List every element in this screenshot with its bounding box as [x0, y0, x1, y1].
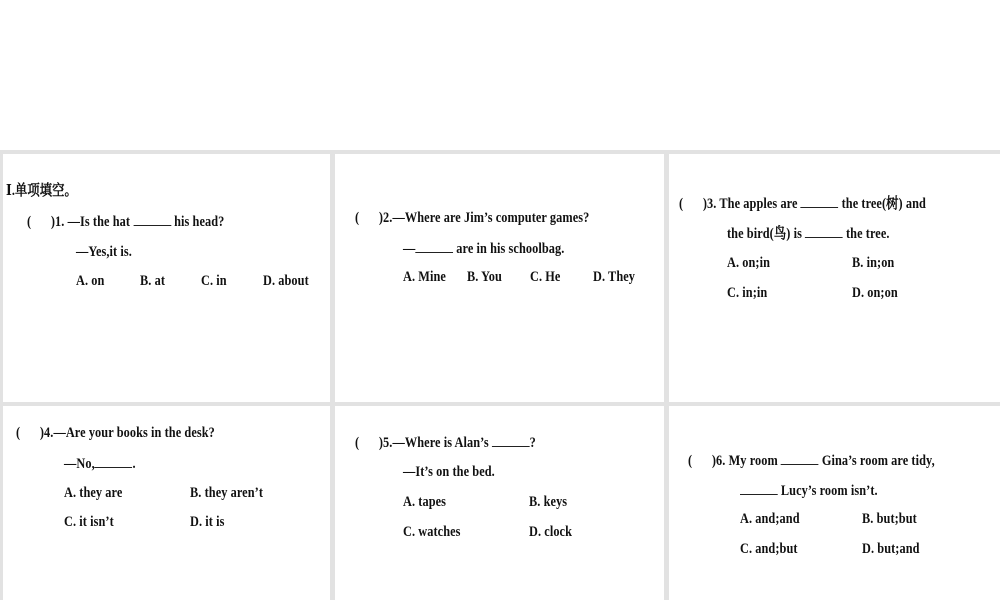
option-a: A. and;and: [740, 511, 800, 527]
option-a: A. on;in: [727, 255, 771, 271]
question-5-stem: ( )5.—Where is Alan’s ?: [355, 435, 536, 451]
question-3-stem: ( )3. The apples are the tree(树) and: [679, 196, 926, 212]
answer-blank: [133, 212, 171, 226]
answer-blank: [95, 454, 133, 468]
option-b: B. but;but: [862, 511, 917, 527]
answer-blank: [805, 224, 843, 238]
option-d: D. about: [263, 273, 309, 289]
option-c: C. it isn’t: [64, 514, 114, 530]
question-number: 6: [716, 453, 723, 469]
question-panel-6: [669, 406, 1000, 600]
option-c: C. and;but: [740, 541, 798, 557]
question-4-stem: ( )4.—Are your books in the desk?: [16, 425, 215, 441]
question-2-stem: ( )2.—Where are Jim’s computer games?: [355, 210, 590, 226]
question-5-response: —It’s on the bed.: [403, 464, 495, 480]
option-c: C. watches: [403, 524, 461, 540]
question-3-stem-cont: the bird(鸟) is the tree.: [727, 226, 890, 242]
option-c: C. in: [201, 273, 227, 289]
option-a: A. they are: [64, 485, 123, 501]
option-b: B. at: [140, 273, 166, 289]
question-4-response: —No, .: [64, 456, 136, 472]
option-d: D. on;on: [852, 285, 898, 301]
option-d: D. clock: [529, 524, 573, 540]
question-6-stem-cont: Lucy’s room isn’t.: [740, 481, 878, 500]
option-a: A. tapes: [403, 494, 447, 510]
question-1-stem: ( )1. —Is the hat his head?: [27, 214, 225, 230]
option-c: C. in;in: [727, 285, 768, 301]
option-c: C. He: [530, 269, 561, 285]
option-a: A. on: [76, 273, 105, 289]
worksheet-grid: [0, 150, 1000, 600]
option-d: D. but;and: [862, 541, 920, 557]
question-1-response: —Yes,it is.: [76, 244, 132, 260]
question-panel-5: [335, 406, 664, 600]
question-number: 1: [55, 214, 62, 230]
question-number: 3: [707, 196, 714, 212]
option-b: B. keys: [529, 494, 568, 510]
question-panel-3: [669, 154, 1000, 402]
question-number: 4: [44, 425, 51, 441]
answer-blank: [781, 451, 819, 465]
option-b: B. You: [467, 269, 502, 285]
answer-blank: [492, 433, 530, 447]
answer-blank: [740, 481, 778, 495]
question-panel-4: [3, 406, 330, 600]
answer-blank: [801, 194, 839, 208]
question-panel-1: [3, 154, 330, 402]
question-panel-2: [335, 154, 664, 402]
option-b: B. they aren’t: [190, 485, 264, 501]
question-2-response: — are in his schoolbag.: [403, 241, 565, 257]
question-number: 5: [383, 435, 390, 451]
option-b: B. in;on: [852, 255, 895, 271]
section-title: Ⅰ.单项填空。: [6, 183, 77, 199]
option-a: A. Mine: [403, 269, 446, 285]
question-6-stem: ( )6. My room Gina’s room are tidy,: [688, 453, 935, 469]
option-d: D. it is: [190, 514, 225, 530]
top-blank-area: [0, 0, 1000, 150]
option-d: D. They: [593, 269, 636, 285]
question-number: 2: [383, 210, 390, 226]
answer-blank: [415, 239, 453, 253]
